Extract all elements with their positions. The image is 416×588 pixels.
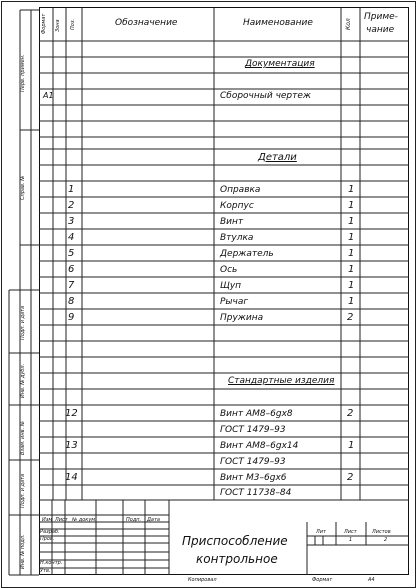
side-label-interchange: Взам. инв. № — [20, 421, 26, 455]
tb-lit: Лит — [316, 529, 326, 535]
part-qty: 1 — [348, 232, 355, 243]
tb-sheet: Лист — [55, 517, 68, 523]
part-name: Втулка — [220, 233, 254, 243]
part-name: Ось — [220, 265, 238, 275]
part-name: Рычаг — [220, 297, 249, 307]
side-label-first-use: Перв. примен. — [20, 54, 26, 92]
part-pos: 1 — [68, 184, 75, 195]
footer-copied: Копировал — [188, 577, 217, 583]
std-item-qty: 1 — [348, 440, 355, 451]
part-pos: 3 — [68, 216, 75, 227]
part-qty: 1 — [348, 216, 355, 227]
header-zone: Зона — [55, 19, 61, 32]
tb-checked: Пров. — [40, 536, 55, 542]
tb-approved: Утв. — [40, 568, 51, 574]
std-item-name: Винт М3–6gх6 — [220, 473, 287, 483]
std-item-qty: 2 — [347, 408, 354, 419]
part-qty: 1 — [348, 200, 355, 211]
part-name: Винт — [220, 217, 244, 227]
part-pos: 8 — [68, 296, 75, 307]
part-qty: 1 — [348, 248, 355, 259]
std-item-standard: ГОСТ 11738–84 — [220, 488, 292, 498]
footer-format-label: Формат — [312, 577, 333, 583]
document-title-line2: контрольное — [196, 552, 278, 566]
tb-sheet-value: 1 — [349, 537, 353, 543]
std-item-pos: 12 — [65, 408, 78, 419]
std-item-name: Винт АМ8–6gх8 — [220, 409, 293, 419]
std-item-standard: ГОСТ 1479–93 — [220, 457, 286, 467]
tb-change: Изм — [42, 517, 53, 523]
std-item-qty: 2 — [347, 472, 354, 483]
header-designation: Обозначение — [115, 18, 178, 28]
tb-date: Дата — [147, 517, 160, 523]
header-name: Наименование — [243, 18, 313, 28]
header-format: Формат — [41, 13, 47, 34]
header-note-l1: Приме- — [364, 12, 398, 22]
tb-developed: Разраб. — [40, 529, 60, 535]
header-qty: Кол — [345, 18, 352, 30]
part-name: Корпус — [220, 201, 254, 211]
side-label-sign-date: Подп. и дата — [20, 473, 26, 508]
std-item-pos: 13 — [65, 440, 78, 451]
std-item-standard: ГОСТ 1479–93 — [220, 425, 286, 435]
section-parts: Детали — [258, 152, 297, 163]
header-pos: Поз. — [70, 18, 76, 30]
doc-row-format: А1 — [43, 91, 54, 100]
section-standard-items: Стандартные изделия — [228, 376, 335, 386]
part-pos: 4 — [68, 232, 75, 243]
part-pos: 9 — [68, 312, 75, 323]
tb-sign: Подп. — [126, 517, 142, 523]
part-qty: 1 — [348, 296, 355, 307]
part-pos: 6 — [68, 264, 75, 275]
doc-row-name: Сборочный чертеж — [220, 91, 312, 101]
tb-norm: Н.контр. — [40, 560, 63, 566]
side-label-inv-orig: Инв. № подл. — [20, 534, 26, 569]
tb-sheet-label: Лист — [344, 529, 357, 535]
part-pos: 2 — [68, 200, 75, 211]
part-name: Держатель — [220, 249, 274, 259]
side-label-inv-dup: Инв. № дубл. — [20, 363, 26, 398]
std-item-pos: 14 — [65, 472, 78, 483]
side-label-sign-date: Подп. и дата — [20, 305, 26, 340]
tb-sheets-label: Листов — [372, 529, 391, 535]
tb-sheets-value: 2 — [384, 537, 388, 543]
header-note-l2: чание — [366, 25, 395, 35]
footer-format-value: А4 — [368, 577, 375, 583]
document-title-line1: Приспособление — [182, 534, 288, 548]
tb-docno: № докум. — [72, 517, 97, 523]
part-name: Пружина — [220, 313, 264, 323]
part-qty: 1 — [348, 280, 355, 291]
side-label-ref-no: Справ. № — [20, 175, 26, 200]
part-qty: 1 — [348, 264, 355, 275]
part-pos: 7 — [68, 280, 75, 291]
section-documentation: Документация — [245, 59, 315, 69]
part-name: Щуп — [220, 281, 242, 291]
part-name: Оправка — [220, 185, 261, 195]
part-qty: 2 — [347, 312, 354, 323]
part-qty: 1 — [348, 184, 355, 195]
std-item-name: Винт АМ8–6gх14 — [220, 441, 299, 451]
part-pos: 5 — [68, 248, 75, 259]
